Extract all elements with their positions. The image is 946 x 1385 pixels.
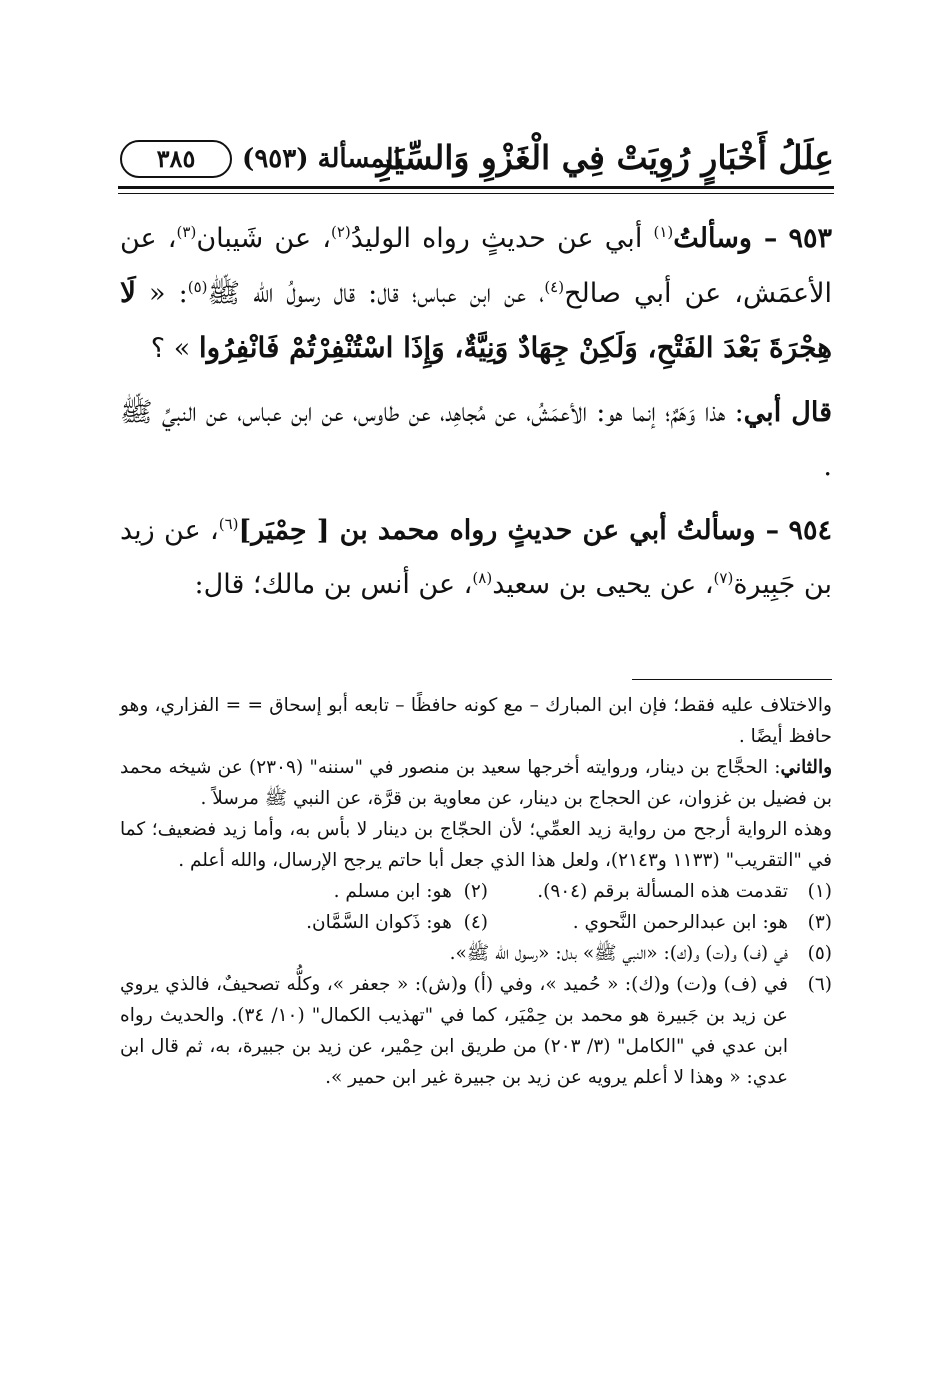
page-number: ٣٨٥ <box>120 140 232 178</box>
header-rule-thin <box>118 193 834 194</box>
footnote-row <box>120 907 832 938</box>
main-text <box>120 212 832 612</box>
footnote-number: (٥) <box>807 943 832 964</box>
footnote-ref: (٧) <box>713 569 734 587</box>
footnote-ref: (٢) <box>330 223 351 241</box>
footnote-ref: (٦) <box>218 515 239 533</box>
footnote-1: تقدمت هذه المسألة برقم (٩٠٤). <box>537 881 788 902</box>
question-number: ٩٥٣ <box>788 223 833 254</box>
footnote-row <box>120 938 832 969</box>
footnote-assessment: وهذه الرواية أرجح من رواية زيد العمِّي؛ لأن الحجّاج بن دينار لا بأس به، وأما زيد فضعيف؛ كما في "التقريب" (١١٣٣ و٢١٤٣)، ولعل هذا الذي جعل أبا حاتم يرجح الإرسال، والله أعلم . <box>120 819 832 871</box>
footnote-number: (٤) <box>463 912 488 933</box>
footnote-ref: (١) <box>653 223 674 241</box>
footnote-ref: (٣) <box>176 223 197 241</box>
question-953: ٩٥٣ – وسألتُ$^{(١)}$ أبي عن حديثٍ رواه الوليدُ$^{(٢)}$، عن شَيبان$^{(٣)}$، عن الأعمَش، عن أبي صالح$^{(٤)}$، عن ابن عباس؛ قال: قال رسولُ الله ﷺ$^{(٥)}$: « لَا هِجْرَةَ بَعْدَ الفَتْحِ، وَلَكِنْ جِهَادٌ وَنِيَّةٌ، وَإِذَا اسْتُنْفِرْتُمْ فَانْفِرُوا » ؟ <box>120 223 833 364</box>
footnote-row <box>120 876 832 907</box>
footnote-second-narration: والثاني: الحجَّاج بن دينار، وروايته أخرجها سعيد بن منصور في "سننه" (٢٣٠٩) عن شيخه محمد بن فضيل بن غزوان، عن الحجاج بن دينار، عن معاوية بن قرَّة، عن النبي ﷺ مرسلاً . <box>120 757 833 809</box>
footnote-2: هو: ابن مسلم . <box>333 881 452 902</box>
reply-lead: قال أبي <box>743 397 832 428</box>
footnote-5: في (ف) و(ت) و(ك): «النبي ﷺ» بدل: «رسول الله ﷺ». <box>449 943 788 964</box>
footnote-ref: (٨) <box>472 569 493 587</box>
footnote-ref: (٤) <box>544 278 565 296</box>
footnote-row <box>120 969 832 1093</box>
footnote-continuation: والاختلاف عليه فقط؛ فإن ابن المبارك – مع كونه حافظًا – تابعه أبو إسحاق = = الفزاري، وهو حافظ أيضًا . <box>120 695 832 747</box>
book-title: عِلَلُ أَخْبَارٍ رُوِيَتْ فِي الْغَزْوِ وَالسِّيَرِ <box>376 138 834 177</box>
question-number: ٩٥٤ <box>788 515 832 546</box>
footnote-separator <box>632 679 832 680</box>
footnote-6: في (ف) و(ت) و(ك): « حُميد »، وفي (أ) و(ش): « جعفر »، وكلُّه تصحيفٌ، فالذي يروي عن زيد بن جَبيرة هو محمد بن حِمْيَر، كما في "تهذيب الكمال" (١٠/ ٣٤). والحديث رواه ابن عدي في "الكامل" (٣/ ٢٠٣) من طريق ابن حِمْير، عن زيد بن جبيرة، به، ثم قال ابن عدي: « وهذا لا أعلم يرويه عن زيد بن جبيرة غير ابن حمير ». <box>120 974 788 1088</box>
footnote-4: هو: ذَكوان السَّمَّان. <box>306 912 452 933</box>
footnotes <box>120 690 832 1093</box>
abi-reply: قال أبي: هذا وَهَمٌ؛ إنما هو: الأعمَشُ، عن مُجاهِد، عن طاوس، عن ابن عباس، عن النبيِّ ﷺ . <box>120 397 832 482</box>
footnote-number: (٦) <box>807 974 832 995</box>
question-954: ٩٥٤ – وسألتُ أبي عن حديثٍ رواه محمد بن [ حِمْيَر]$^{(٦)}$، عن زيد بن جَبِيرة$^{(٧)}$، عن يحيى بن سعيد$^{(٨)}$، عن أنس بن مالك؛ قال: <box>120 515 832 600</box>
footnote-number: (٢) <box>463 881 488 902</box>
hadith-text: لَا هِجْرَةَ بَعْدَ الفَتْحِ، وَلَكِنْ جِهَادٌ وَنِيَّةٌ، وَإِذَا اسْتُنْفِرْتُمْ فَانْفِرُوا <box>120 276 832 364</box>
footnote-3: هو: ابن عبدالرحمن النَّحوي . <box>572 912 788 933</box>
issue-label: المسألة (٩٥٣) <box>242 144 401 174</box>
footnote-ref: (٥) <box>187 278 208 296</box>
header-rule-thick <box>118 186 834 189</box>
running-header <box>118 138 834 182</box>
footnote-number: (١) <box>807 881 832 902</box>
footnote-number: (٣) <box>807 912 832 933</box>
